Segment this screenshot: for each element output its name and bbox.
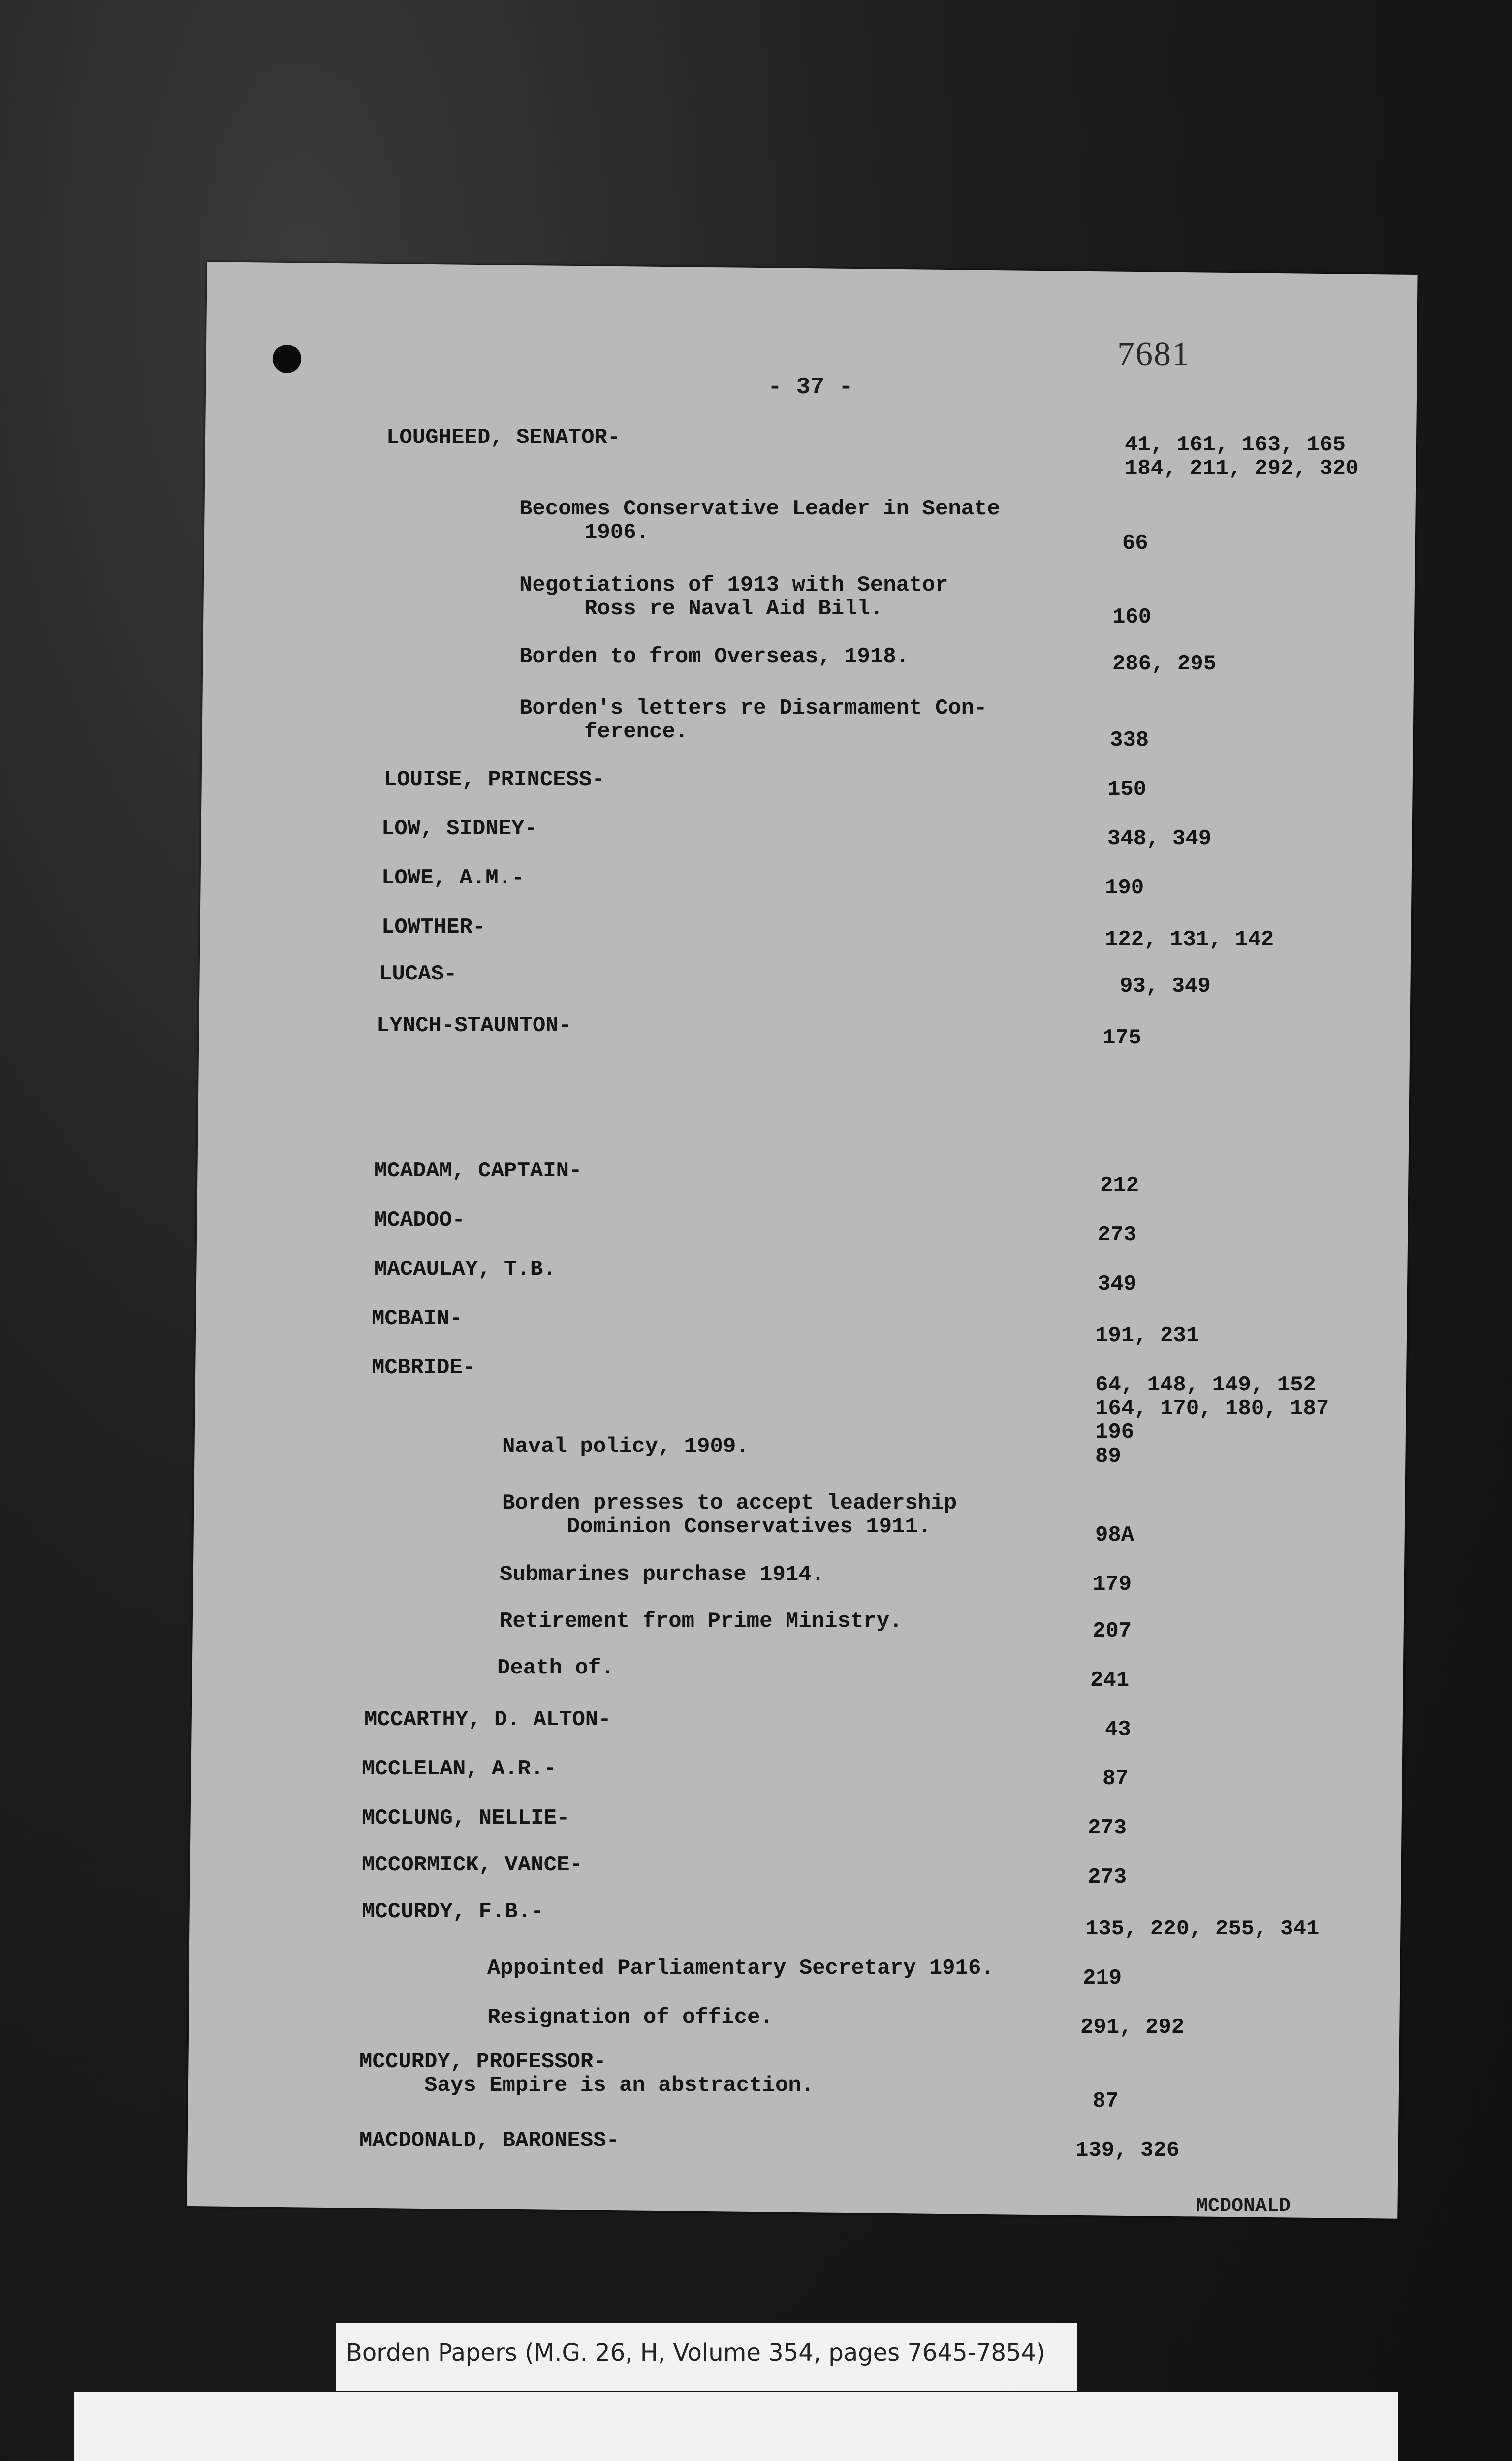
index-entry-pages: 93, 349 (1120, 974, 1211, 999)
index-entry-heading: MCCLELAN, A.R.- (362, 1757, 557, 1781)
index-entry-heading: MACAULAY, T.B. (374, 1257, 556, 1282)
index-entry-heading: MACDONALD, BARONESS- (359, 2128, 620, 2153)
index-entry-heading: LOUISE, PRINCESS- (384, 767, 605, 792)
index-entry-pages: 87 (1102, 1767, 1129, 1791)
citation-slip: Borden Papers (M.G. 26, H, Volume 354, pages 7645-7854) (336, 2323, 1077, 2391)
index-entry-pages: 190 (1105, 876, 1144, 900)
index-entry-pages: 338 (1110, 728, 1149, 753)
index-entry-pages: 219 (1083, 1966, 1122, 1990)
index-subentry: Borden's letters re Disarmament Con- ference. (519, 696, 987, 744)
index-entry-pages: 212 (1100, 1173, 1139, 1198)
index-entry-pages: 150 (1107, 777, 1147, 802)
index-entry-heading: MCCLUNG, NELLIE- (362, 1806, 570, 1830)
index-entry-pages: 179 (1093, 1572, 1132, 1597)
index-entry-pages: 135, 220, 255, 341 (1085, 1917, 1320, 1941)
index-entry-heading: MCADAM, CAPTAIN- (374, 1159, 582, 1183)
index-entry-pages: 273 (1088, 1816, 1127, 1840)
index-entry-pages: 98A (1095, 1523, 1134, 1547)
index-entry-pages: 66 (1122, 531, 1148, 556)
index-subentry: Appointed Parliamentary Secretary 1916. (487, 1956, 994, 1981)
index-entry-pages: 43 (1105, 1717, 1131, 1742)
index-entry-heading: LOWE, A.M.- (381, 866, 525, 890)
index-entry-pages: 273 (1088, 1865, 1127, 1890)
index-subentry: Borden to from Overseas, 1918. (519, 644, 910, 669)
index-entry-heading: MCBRIDE- (372, 1356, 476, 1380)
index-entry-heading: MCCORMICK, VANCE- (362, 1853, 583, 1877)
index-entry-pages: 273 (1098, 1223, 1137, 1247)
index-entry-pages: 349 (1098, 1272, 1137, 1296)
index-entry-pages: 175 (1102, 1026, 1142, 1050)
index-subentry: Negotiations of 1913 with Senator Ross re Naval Aid Bill. (519, 573, 948, 621)
archives-card (74, 2392, 1398, 2461)
index-entry-heading: MCCURDY, PROFESSOR- Says Empire is an abstraction. (359, 2050, 815, 2098)
index-entry-pages: 122, 131, 142 (1105, 927, 1274, 952)
stamp-number: 7681 (1117, 335, 1190, 373)
index-subentry: Death of. (497, 1656, 614, 1680)
index-entry-pages: 348, 349 (1107, 826, 1212, 851)
index-entry-heading: MCCURDY, F.B.- (362, 1899, 544, 1924)
index-subentry: Becomes Conservative Leader in Senate 1906. (519, 497, 1000, 545)
index-entry-pages: 241 (1090, 1668, 1130, 1693)
punch-hole (273, 345, 301, 373)
index-subentry: Retirement from Prime Ministry. (500, 1609, 903, 1634)
index-entry-pages: 286, 295 (1112, 652, 1217, 676)
index-subentry: Submarines purchase 1914. (500, 1562, 825, 1587)
index-entry-heading: LOW, SIDNEY- (381, 817, 537, 841)
index-entry-pages: 207 (1093, 1619, 1132, 1643)
index-subentry: Resignation of office. (487, 2005, 773, 2030)
index-entry-pages: 139, 326 (1075, 2138, 1180, 2163)
index-entry-heading: MCBAIN- (372, 1306, 463, 1331)
index-subentry: Naval policy, 1909. (502, 1434, 749, 1459)
index-entry-heading: LYNCH-STAUNTON- (377, 1013, 572, 1038)
index-entry-pages: 89 (1095, 1444, 1121, 1469)
index-entry-heading: MCCARTHY, D. ALTON- (364, 1707, 611, 1732)
index-entry-pages: 160 (1112, 605, 1152, 630)
index-subentry: Borden presses to accept leadership Dominion Conservatives 1911. (502, 1491, 957, 1539)
index-entry-heading: MCADOO- (374, 1208, 465, 1232)
catchword-next-heading: MCDONALD (1196, 2195, 1291, 2217)
index-entry-pages: 41, 161, 163, 165 184, 211, 292, 320 (1125, 433, 1359, 481)
index-entry-heading: LOUGHEED, SENATOR- (386, 425, 621, 450)
page-number: - 37 - (768, 374, 853, 401)
index-entry-pages: 191, 231 (1095, 1324, 1199, 1348)
index-entry-heading: LOWTHER- (381, 915, 486, 940)
index-entry-pages: 291, 292 (1080, 2015, 1185, 2040)
index-entry-pages: 64, 148, 149, 152 164, 170, 180, 187 196 (1095, 1373, 1329, 1445)
index-entry-pages: 87 (1093, 2089, 1119, 2114)
index-entry-heading: LUCAS- (379, 962, 457, 986)
